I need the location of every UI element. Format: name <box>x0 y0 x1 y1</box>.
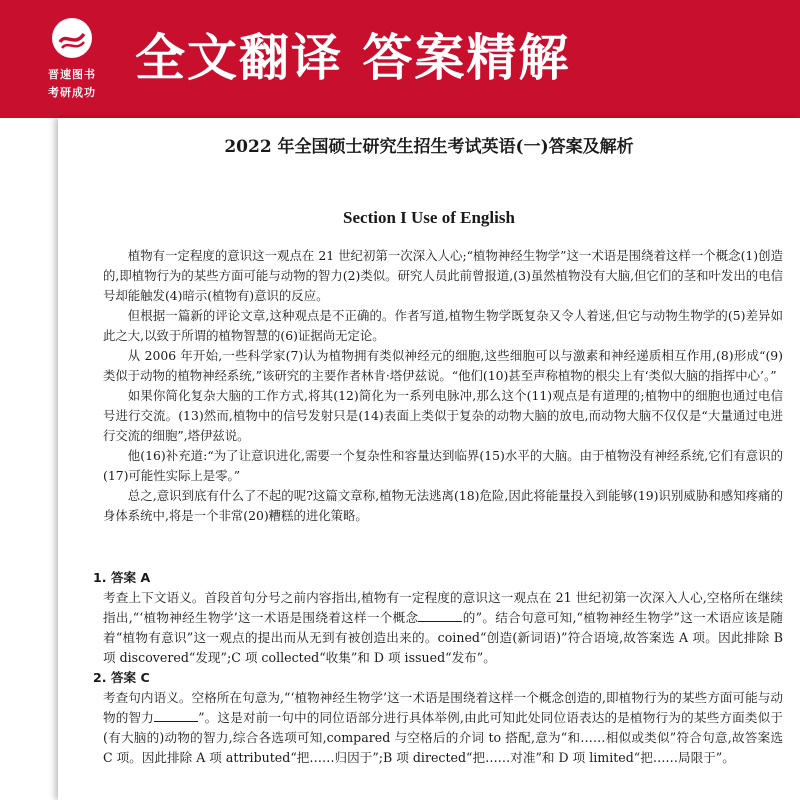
passage-paragraph: 植物有一定程度的意识这一观点在 21 世纪初第一次深入人心;“植物神经生物学”这一术语是围绕着这样一个概念(1)创造的,即植物行为的某些方面可能与动物的智力(2)类似。研究人员此前曾报道,(3)虽然植物没有大脑,但它们的茎和叶发出的电信号却能触发(4)暗示(植物有)意识的反应。 <box>103 248 783 303</box>
section-heading: Section I Use of English <box>343 208 515 227</box>
answer-explanation <box>103 588 783 668</box>
publisher-logo <box>30 16 114 106</box>
passage-paragraph: 他(16)补充道:“为了让意识进化,需要一个复杂性和容量达到临界(15)水平的大脑。由于植物没有神经系统,它们有意识的(17)可能性实际上是零。” <box>103 448 783 483</box>
passage-paragraph: 如果你简化复杂大脑的工作方式,将其(12)简化为一系列电脉冲,那么这个(11)观点是有道理的;植物中的细胞也通过电信号进行交流。(13)然而,植物中的信号发射只是(14)表面上类似于复杂的动物大脑的放电,而动物大脑不仅仅是“大量通过电进行交流的细胞”,塔伊兹说。 <box>103 388 783 443</box>
explanation-text: ”。这是对前一句中的同位语部分进行具体举例,由此可知此处同位语表达的是植物行为的某些方面类似于(有大脑的)动物的智力,综合各选项可知,compared 与空格后的介词 to 搭配,意为“和……相似或类似”符合句意,故答案选 C 项。因此排除 A 项 attributed“把……归因于”;B 项 directed“把……对准”和 D 项 limited“把……局限于”。 <box>103 710 783 765</box>
answer-heading: 2. 答案 C <box>93 670 150 685</box>
passage-paragraph: 总之,意识到底有什么了不起的呢?这篇文章称,植物无法逃离(18)危险,因此将能量投入到能够(19)识别威胁和感知疼痛的身体系统中,将是一个非常(20)糟糕的进化策略。 <box>103 488 783 523</box>
answer-explanations <box>93 568 783 768</box>
document-page <box>58 118 800 800</box>
wave-logo-icon <box>52 18 92 58</box>
document-title: 2022 年全国硕士研究生招生考试英语(一)答案及解析 <box>224 137 634 157</box>
explanation-text: 考查上下文语义。首段首句分号之前内容指出,植物有一定程度的意识这一观点在 21 世纪初第一次深入人心,空格所在继续指出,“‘植物神经生物学’这一术语是围绕着这样一个概念 <box>103 590 783 625</box>
translation-passage <box>103 246 783 526</box>
answer-blank <box>154 709 198 722</box>
passage-paragraph: 但根据一篇新的评论文章,这种观点是不正确的。作者写道,植物生物学既复杂又令人着迷,但它与动物生物学的(5)差异如此之大,以致于所谓的植物智慧的(6)证据尚无定论。 <box>103 308 783 343</box>
answer-blank <box>418 609 462 622</box>
logo-text-line1: 晋速图书 <box>48 68 96 81</box>
banner-title: 全文翻译 答案精解 <box>135 29 571 87</box>
explanation-text: 考查句内语义。空格所在句意为,“‘植物神经生物学’这一术语是围绕着这样一个概念创造的,即植物行为的某些方面可能与动物的智力 <box>103 690 783 725</box>
answer-explanation <box>103 688 783 768</box>
promo-banner <box>0 0 800 118</box>
logo-text-line2: 考研成功 <box>48 86 96 99</box>
explanation-text: 的”。结合句意可知,“植物神经生物学”这一术语应该是随着“植物有意识”这一观点的提出而从无到有被创造出来的。coined“创造(新词语)”符合语境,故答案选 A 项。因此排除 B 项 discovered“发现”;C 项 collected“收集”和 D 项 issued“发布”。 <box>103 610 783 665</box>
answer-heading: 1. 答案 A <box>93 570 151 585</box>
passage-paragraph: 从 2006 年开始,一些科学家(7)认为植物拥有类似神经元的细胞,这些细胞可以与激素和神经递质相互作用,(8)形成“(9)类似于动物的植物神经系统,”该研究的主要作者林肯·塔伊兹说。“他们(10)甚至声称植物的根尖上有‘类似大脑的指挥中心’。” <box>103 348 783 383</box>
